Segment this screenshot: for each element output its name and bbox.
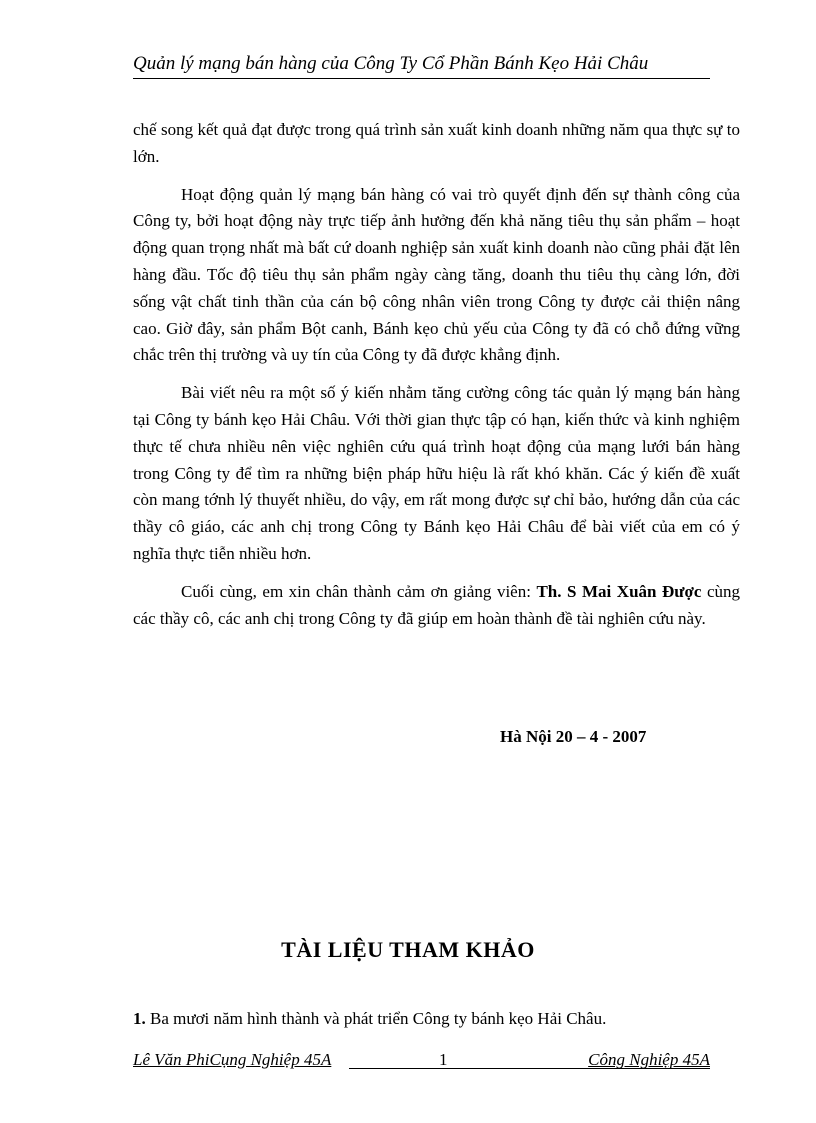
footer-author: Lê Văn PhiCụng Nghiệp 45A <box>133 1050 332 1069</box>
header-title: Quản lý mạng bán hàng của Công Ty Cổ Phần Bánh Kẹo Hải Châu <box>133 53 649 74</box>
reference-item <box>133 1009 606 1029</box>
page-footer <box>133 1049 710 1071</box>
paragraph-thanks <box>133 579 740 633</box>
references-title: TÀI LIỆU THAM KHẢO <box>281 937 535 962</box>
page-header <box>133 52 710 79</box>
signoff-date: Hà Nội 20 – 4 - 2007 <box>500 727 647 746</box>
reference-text: Ba mươi năm hình thành và phát triển Công ty bánh kẹo Hải Châu. <box>145 1009 607 1028</box>
thanks-after: cùng các thầy cô, các anh chị trong Công ty đã giúp em hoàn thành đề tài nghiên cứu này. <box>133 581 741 628</box>
paragraph-continuation: chế song kết quả đạt được trong quá trình sản xuất kinh doanh những năm qua thực sự to lớn. <box>133 120 740 166</box>
reference-number: 1. <box>133 1009 146 1028</box>
lecturer-name: Th. S Mai Xuân Được <box>536 581 702 601</box>
footer-class: Công Nghiệp 45A <box>588 1050 710 1069</box>
paragraph-network-management: Hoạt động quản lý mạng bán hàng có vai trò quyết định đến sự thành công của Công ty, bởi hoạt động này trực tiếp ảnh hưởng đến khả năng tiêu thụ sản phẩm – hoạt động quan trọng nhất mà bất cứ doanh nghiệp sản xuất kinh doanh nào cũng phải đặt lên hàng đầu. Tốc độ tiêu thụ sản phẩm ngày càng tăng, doanh thu tiêu thụ càng lớn, đời sống vật chất tinh thần của cán bộ công nhân viên trong Công ty được cải thiện nâng cao. Giờ đây, sản phẩm Bột canh, Bánh kẹo chủ yếu của Công ty đã có chỗ đứng vững chắc trên thị trường và uy tín của Công ty đã được khẳng định. <box>133 184 740 365</box>
body-text <box>133 117 740 643</box>
page-number: 1 <box>439 1050 448 1069</box>
paragraph-purpose: Bài viết nêu ra một số ý kiến nhằm tăng cường công tác quản lý mạng bán hàng tại Công ty bánh kẹo Hải Châu. Với thời gian thực tập có hạn, kiến thức và kinh nghiệm thực tế chưa nhiều nên việc nghiên cứu quá trình hoạt động của mạng lưới bán hàng trong Công ty để tìm ra những biện pháp hữu hiệu là rất khó khăn. Các ý kiến đề xuất còn mang tớnh lý thuyết nhiều, do vậy, em rất mong được sự chỉ bảo, hướng dẫn của các thầy cô giáo, các anh chị trong Công ty Bánh kẹo Hải Châu để bài viết của em có ý nghĩa thực tiễn nhiều hơn. <box>133 383 740 563</box>
thanks-before: Cuối cùng, em xin chân thành cảm ơn giảng viên: <box>181 581 537 601</box>
